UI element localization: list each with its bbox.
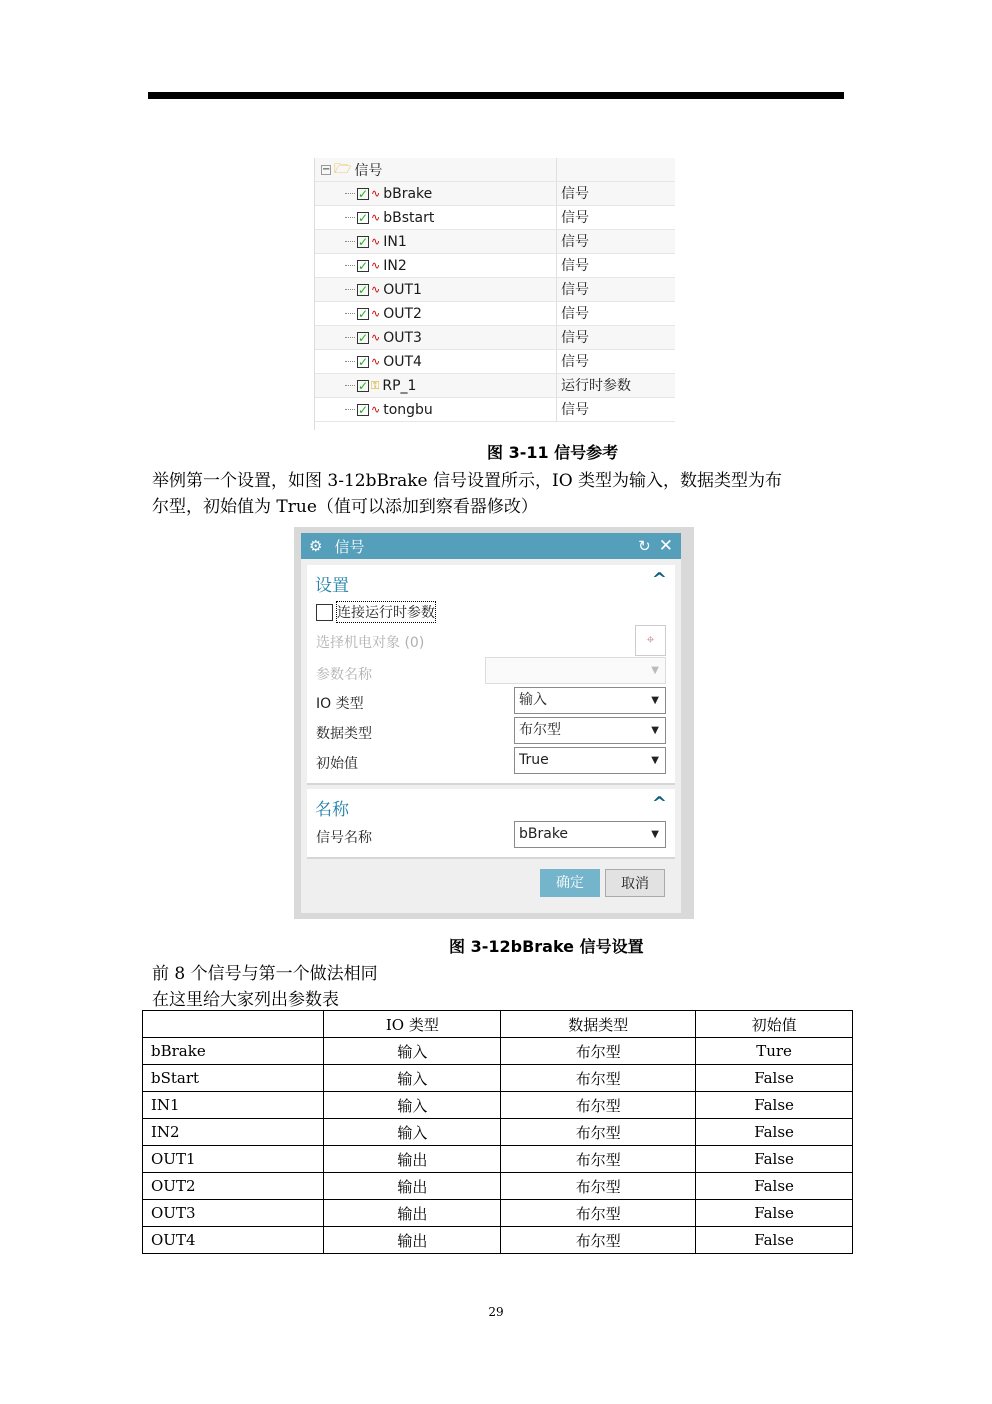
init-value-label: 初始值 — [316, 756, 358, 772]
table-cell: Ture — [696, 1038, 853, 1065]
checkbox-checked-icon[interactable]: ✓ — [358, 258, 369, 273]
dialog-title: 信号 — [334, 537, 365, 556]
table-header-cell: 数据类型 — [501, 1011, 696, 1038]
settings-section — [307, 565, 675, 785]
param-name-label: 参数名称 — [316, 667, 372, 683]
table-cell: 输入 — [324, 1065, 501, 1092]
tree-root[interactable] — [315, 158, 675, 182]
tree-connector — [345, 385, 355, 386]
tree-connector — [345, 409, 355, 410]
dropdown-arrow-icon: ▼ — [651, 725, 659, 736]
tree-row[interactable] — [315, 302, 675, 326]
tree-connector — [345, 313, 355, 314]
tree-row-name: OUT1 — [383, 281, 422, 298]
parameter-table — [142, 1010, 853, 1254]
figure-caption-3-11: 图 3-11 信号参考 — [487, 443, 619, 462]
signal-icon: ∿ — [371, 355, 380, 368]
tree-row[interactable] — [315, 326, 675, 350]
tree-row-name: bBstart — [383, 209, 435, 226]
checkbox-checked-icon[interactable]: ✓ — [358, 234, 369, 249]
table-cell: 布尔型 — [501, 1038, 696, 1065]
table-header-row — [143, 1011, 853, 1038]
section-name-header[interactable]: 名称 — [315, 800, 349, 820]
tree-row-type: 信号 — [556, 230, 675, 254]
tree-row-name: RP_1 — [382, 377, 417, 394]
table-cell: False — [696, 1173, 853, 1200]
section-settings-header[interactable]: 设置 — [315, 576, 349, 596]
folder-icon: 🗁 — [334, 160, 352, 177]
signal-icon: ∿ — [371, 283, 380, 296]
tree-row-name: OUT4 — [383, 353, 422, 370]
table-cell: 布尔型 — [501, 1173, 696, 1200]
table-cell: OUT2 — [143, 1173, 324, 1200]
dropdown-arrow-icon: ▼ — [651, 695, 659, 706]
table-row — [143, 1065, 853, 1092]
table-cell: OUT3 — [143, 1200, 324, 1227]
table-cell: False — [696, 1119, 853, 1146]
checkbox-checked-icon[interactable]: ✓ — [358, 354, 369, 369]
table-cell: False — [696, 1146, 853, 1173]
paragraph-line: 在这里给大家列出参数表 — [152, 990, 339, 1010]
io-type-value: 输入 — [519, 692, 547, 708]
signal-name-select[interactable] — [514, 821, 666, 848]
table-cell: 布尔型 — [501, 1200, 696, 1227]
collapse-caret-icon[interactable]: ^ — [651, 793, 667, 814]
table-cell: OUT1 — [143, 1146, 324, 1173]
table-cell: 输出 — [324, 1200, 501, 1227]
checkbox-checked-icon[interactable]: ✓ — [358, 402, 369, 417]
select-object-label: 选择机电对象 (0) — [316, 635, 425, 651]
table-cell: False — [696, 1065, 853, 1092]
reset-icon[interactable]: ↻ — [638, 537, 651, 555]
tree-row-type: 信号 — [556, 206, 675, 230]
tree-row-type: 信号 — [556, 182, 675, 206]
tree-row-name: bBrake — [383, 185, 433, 202]
tree-connector — [345, 193, 355, 194]
collapse-caret-icon[interactable]: ^ — [651, 569, 667, 590]
paragraph-line: 尔型，初始值为 True（值可以添加到察看器修改） — [152, 497, 538, 517]
table-header-cell — [143, 1011, 324, 1038]
tree-row-name: tongbu — [383, 401, 433, 418]
checkbox-checked-icon[interactable]: ✓ — [358, 282, 369, 297]
tree-row-name: IN1 — [383, 233, 407, 250]
signal-tree — [314, 158, 674, 430]
table-row — [143, 1092, 853, 1119]
table-cell: OUT4 — [143, 1227, 324, 1254]
table-row — [143, 1038, 853, 1065]
crosshair-select-button[interactable]: ⌖ — [635, 625, 666, 656]
checkbox-checked-icon[interactable]: ✓ — [358, 210, 369, 225]
tree-connector — [345, 361, 355, 362]
signal-icon: ∿ — [371, 331, 380, 344]
table-row — [143, 1227, 853, 1254]
signal-icon: ∿ — [371, 211, 380, 224]
tree-connector — [345, 241, 355, 242]
tree-row-type: 信号 — [556, 326, 675, 350]
ok-button[interactable]: 确定 — [540, 869, 600, 897]
table-cell: False — [696, 1227, 853, 1254]
signal-icon: ∿ — [371, 307, 380, 320]
io-type-select[interactable] — [514, 687, 666, 714]
signal-name-value: bBrake — [519, 826, 569, 842]
tree-row-type: 信号 — [556, 350, 675, 374]
table-cell: 输入 — [324, 1038, 501, 1065]
dropdown-arrow-icon: ▼ — [651, 829, 659, 840]
table-row — [143, 1200, 853, 1227]
tree-row-type: 信号 — [556, 302, 675, 326]
tree-row[interactable] — [315, 374, 675, 398]
table-cell: False — [696, 1200, 853, 1227]
tree-row-type: 信号 — [556, 398, 675, 422]
tree-row[interactable] — [315, 278, 675, 302]
checkbox-checked-icon[interactable]: ✓ — [358, 378, 369, 393]
table-cell: IN1 — [143, 1092, 324, 1119]
tree-row-type: 运行时参数 — [556, 374, 675, 398]
tree-row[interactable] — [315, 182, 675, 206]
paragraph-line: 举例第一个设置，如图 3-12bBrake 信号设置所示，IO 类型为输入，数据类型为布 — [152, 471, 783, 491]
io-type-label: IO 类型 — [316, 696, 364, 712]
checkbox[interactable] — [316, 604, 333, 621]
collapse-icon[interactable]: − — [322, 163, 331, 175]
signal-icon: ∿ — [371, 187, 380, 200]
table-cell: 布尔型 — [501, 1065, 696, 1092]
name-section — [307, 789, 675, 859]
table-cell: 输入 — [324, 1119, 501, 1146]
tree-root-label: 信号 — [354, 162, 383, 179]
table-cell: 输出 — [324, 1173, 501, 1200]
tree-connector — [345, 289, 355, 290]
tree-row-name: OUT2 — [383, 305, 422, 322]
signal-icon: ∿ — [371, 403, 380, 416]
table-row — [143, 1146, 853, 1173]
paragraph-line: 前 8 个信号与第一个做法相同 — [152, 964, 378, 984]
tree-row[interactable] — [315, 206, 675, 230]
close-icon[interactable]: ✕ — [658, 536, 673, 556]
gear-icon: ⚙ — [309, 537, 323, 555]
header-rule — [148, 92, 844, 99]
data-type-value: 布尔型 — [519, 722, 561, 738]
tree-row-type: 信号 — [556, 278, 675, 302]
signal-name-label: 信号名称 — [316, 830, 372, 846]
tree-connector — [345, 217, 355, 218]
cancel-button[interactable]: 取消 — [605, 869, 665, 897]
table-cell: 布尔型 — [501, 1227, 696, 1254]
tree-connector — [345, 337, 355, 338]
init-value-select[interactable] — [514, 747, 666, 774]
table-cell: False — [696, 1092, 853, 1119]
signal-icon: ∿ — [371, 259, 380, 272]
signal-dialog — [301, 533, 681, 913]
dialog-titlebar — [301, 533, 681, 559]
checkbox-label: 连接运行时参数 — [336, 601, 436, 623]
checkbox-checked-icon[interactable]: ✓ — [358, 330, 369, 345]
type-column — [556, 158, 675, 182]
tree-connector — [345, 265, 355, 266]
page-number: 29 — [488, 1305, 504, 1319]
table-row — [143, 1173, 853, 1200]
tree-row[interactable] — [315, 398, 675, 422]
figure-caption-3-12: 图 3-12bBrake 信号设置 — [449, 937, 644, 956]
checkbox-checked-icon[interactable]: ✓ — [358, 186, 369, 201]
checkbox-checked-icon[interactable]: ✓ — [358, 306, 369, 321]
table-cell: IN2 — [143, 1119, 324, 1146]
runtime-param-icon: ⚿ — [371, 378, 379, 392]
data-type-label: 数据类型 — [316, 726, 372, 742]
tree-row-name: OUT3 — [383, 329, 422, 346]
table-cell: 布尔型 — [501, 1119, 696, 1146]
table-row — [143, 1119, 853, 1146]
table-cell: 布尔型 — [501, 1092, 696, 1119]
table-cell: bStart — [143, 1065, 324, 1092]
table-cell: 输入 — [324, 1092, 501, 1119]
param-name-select: ▼ — [485, 657, 666, 684]
signal-icon: ∿ — [371, 235, 380, 248]
init-value: True — [519, 752, 549, 768]
table-cell: 输出 — [324, 1146, 501, 1173]
table-cell: bBrake — [143, 1038, 324, 1065]
tree-row[interactable] — [315, 350, 675, 374]
connect-runtime-checkbox[interactable] — [316, 601, 436, 623]
table-header-cell: 初始值 — [696, 1011, 853, 1038]
tree-row[interactable] — [315, 230, 675, 254]
dropdown-arrow-icon: ▼ — [651, 755, 659, 766]
tree-row-name: IN2 — [383, 257, 407, 274]
table-cell: 布尔型 — [501, 1146, 696, 1173]
tree-row[interactable] — [315, 254, 675, 278]
table-header-cell: IO 类型 — [324, 1011, 501, 1038]
tree-row-type: 信号 — [556, 254, 675, 278]
data-type-select[interactable] — [514, 717, 666, 744]
table-cell: 输出 — [324, 1227, 501, 1254]
